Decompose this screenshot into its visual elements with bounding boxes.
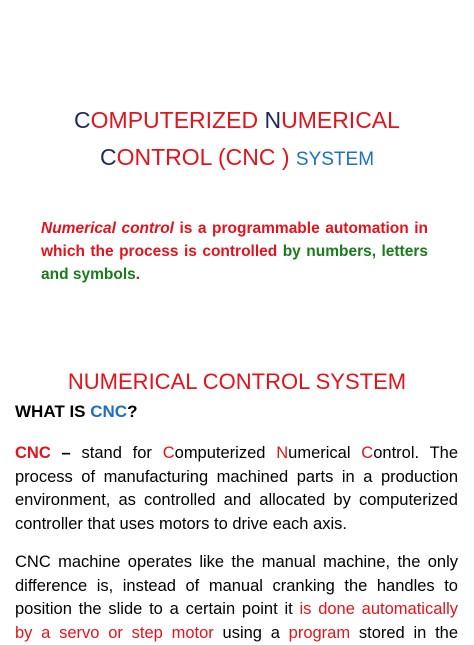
para1-line-3: environment, as controlled and allocated by computerized (15, 489, 458, 513)
para1-text-d: ontrol. The (373, 444, 458, 462)
what-is-term: CNC (90, 402, 127, 421)
intro-text: is a programmable automation in which the process is controlled (41, 220, 428, 260)
para1-initial-c: C (163, 444, 175, 462)
para1-initial-n: N (276, 444, 288, 462)
para1-line-1 (15, 442, 458, 466)
para1-dash: – (51, 444, 71, 462)
title-word-ontrol-cnc: ONTROL (CNC ) (117, 144, 296, 170)
what-is-suffix: ? (127, 402, 137, 421)
title-line-1 (0, 105, 474, 135)
section-heading: NUMERICAL CONTROL SYSTEM (0, 368, 474, 396)
title-line-2 (0, 142, 474, 175)
title-word-umerical: UMERICAL (281, 107, 400, 133)
para1-line-4: controller that uses motors to drive each axis. (15, 513, 458, 537)
title-initial-n: N (264, 107, 281, 133)
title-initial-c2: C (100, 144, 117, 170)
para1-text-a: stand for (71, 444, 163, 462)
intro-term: Numerical control (41, 220, 174, 237)
what-is-prefix: WHAT IS (15, 402, 90, 421)
para2-line-1: CNC machine operates like the manual machine, the only (15, 551, 458, 575)
title-word-omputerized: OMPUTERIZED (91, 107, 265, 133)
para1-initial-c2: C (361, 444, 373, 462)
para2-line-2: difference is, instead of manual cranking the handles to (15, 575, 458, 599)
para1-line-2: process of manufacturing machined parts in a production (15, 466, 458, 490)
para2-line-3 (15, 598, 458, 622)
para2-line-4-program: program (289, 624, 350, 642)
what-is-heading (15, 400, 137, 424)
cnc-operation-paragraph (15, 551, 458, 645)
para1-text-c: umerical (288, 444, 361, 462)
title-initial-c: C (74, 107, 91, 133)
para2-line-4 (15, 622, 458, 645)
intro-paragraph (41, 217, 428, 286)
para2-line-4-text-b: stored in the (350, 624, 458, 642)
para1-term: CNC (15, 444, 51, 462)
title-word-system: SYSTEM (296, 149, 374, 170)
para2-line-4-highlight: by a servo or step motor (15, 624, 214, 642)
intro-highlight: by numbers, letters and symbols (41, 243, 428, 283)
intro-period: . (136, 266, 140, 283)
para1-text-b: omputerized (175, 444, 277, 462)
para2-line-3-highlight: is done automatically (300, 600, 458, 618)
para2-line-3-text: position the slide to a certain point it (15, 600, 300, 618)
para2-line-4-text-a: using a (214, 624, 289, 642)
cnc-definition-paragraph (15, 442, 458, 536)
